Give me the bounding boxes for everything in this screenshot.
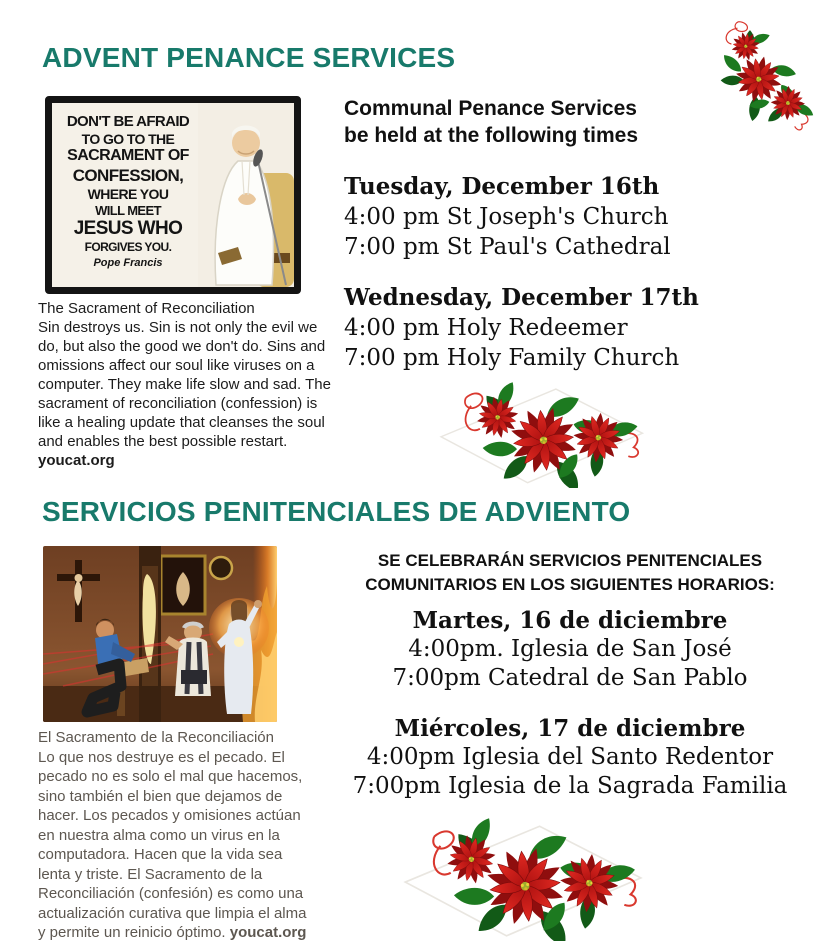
pope-quote-line: DON'T BE AFRAID: [66, 113, 190, 130]
pope-figure-illustration: [198, 103, 294, 287]
pope-quote-line: FORGIVES YOU.: [84, 240, 172, 255]
schedule-time-line: 4:00pm. Iglesia de San José: [408, 636, 732, 662]
poinsettia-bottom-icon: [378, 818, 664, 941]
english-caption: [38, 299, 338, 470]
schedule-day-label: Tuesday, December 16th: [344, 173, 660, 200]
spanish-schedule-column: [302, 549, 838, 801]
schedule-day-label: Miércoles, 17 de diciembre: [394, 715, 746, 742]
pope-quote-line: WILL MEET: [95, 202, 161, 218]
schedule-time-line: 7:00pm Iglesia de la Sagrada Familia: [352, 773, 788, 799]
schedule-day-label: Wednesday, December 17th: [344, 284, 699, 311]
schedule-time-line: 7:00 pm St Paul's Cathedral: [344, 234, 671, 260]
english-heading-line1: Communal Penance Services: [344, 97, 637, 120]
pope-francis-confession-image: [45, 96, 301, 294]
spanish-caption: [38, 728, 312, 941]
pope-quote-line: SACRAMENT OF: [67, 147, 189, 165]
english-caption-body: Sin destroys us. Sin is not only the evil we do, but also the good we don't do. Sins and omissions affect our soul like viruses on a computer. They make life slow and sad. The sacrament of reconciliation (confession) is like a healing update that cleanses the soul and enables the best possible restart.: [38, 319, 331, 450]
pope-quote-line: JESUS WHO: [73, 217, 183, 239]
pope-quote-line: WHERE YOU: [87, 186, 169, 203]
spanish-heading-line1: SE CELEBRARÁN SERVICIOS PENITENCIALES: [377, 551, 763, 570]
english-schedule-column: [344, 95, 744, 373]
poinsettia-middle-icon: [424, 382, 656, 488]
spanish-caption-body: Lo que nos destruye es el pecado. El pecado no es solo el mal que hacemos, sino también el bien que dejamos de hacer. Los pecados y omisiones actúan en nuestra alma como un virus en la computadora. Hacen que la vida sea lenta y triste. El Sacramento de la Reconciliación (confesión) es como una actualización curativa que limpia el alma y permite un reinicio óptimo.: [38, 748, 307, 941]
confession-scene-image: [43, 546, 277, 722]
schedule-time-line: 7:00 pm Holy Family Church: [344, 345, 680, 371]
pope-quote-attribution: Pope Francis: [93, 256, 163, 269]
spanish-schedule-day1: [302, 606, 838, 693]
spanish-section-title: SERVICIOS PENITENCIALES DE ADVIENTO: [42, 496, 631, 527]
pope-quote-line: TO GO TO THE: [81, 130, 175, 147]
schedule-day-label: Martes, 16 de diciembre: [412, 607, 728, 634]
english-caption-source: youcat.org: [38, 452, 115, 469]
english-caption-title: The Sacrament of Reconciliation: [38, 300, 255, 317]
spanish-schedule-day2: [302, 714, 838, 801]
schedule-time-line: 4:00 pm Holy Redeemer: [344, 315, 628, 341]
english-heading-line2: be held at the following times: [344, 124, 639, 147]
pope-quote-line: CONFESSION,: [72, 166, 184, 186]
schedule-time-line: 7:00pm Catedral de San Pablo: [392, 665, 748, 691]
spanish-caption-title: El Sacramento de la Reconciliación: [38, 729, 274, 746]
english-section-title: ADVENT PENANCE SERVICES: [42, 42, 456, 73]
english-schedule-day2: [344, 283, 744, 373]
spanish-caption-source: youcat.org: [229, 924, 307, 941]
schedule-time-line: 4:00 pm St Joseph's Church: [344, 204, 669, 230]
spanish-heading-line2: COMUNITARIOS EN LOS SIGUIENTES HORARIOS:: [365, 575, 775, 594]
english-schedule-day1: [344, 172, 744, 262]
schedule-time-line: 4:00pm Iglesia del Santo Redentor: [366, 744, 774, 770]
pope-quote-text: [52, 103, 198, 287]
